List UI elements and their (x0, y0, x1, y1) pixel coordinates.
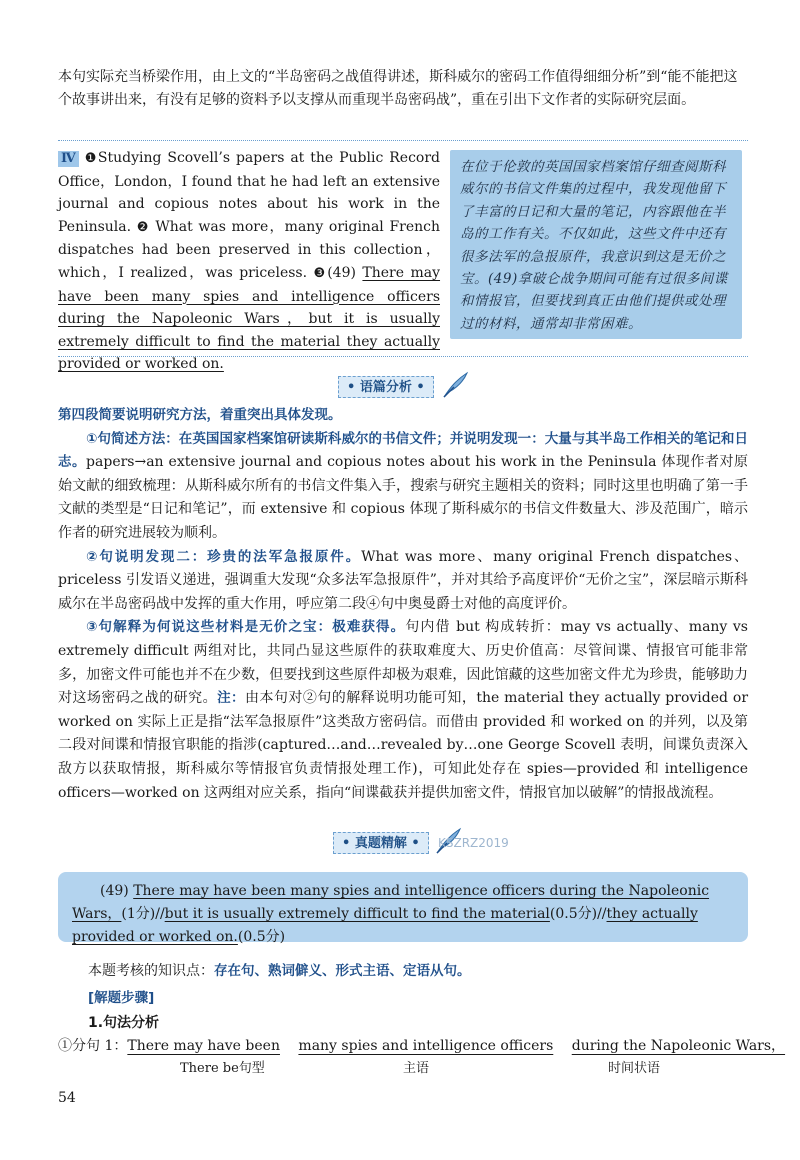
section-title-discourse: • 语篇分析 • (338, 376, 434, 398)
analysis-point-1-body: papers→an extensive journal and copious notes about his work in the Peninsula 体现作者对原始文献的细致梳理：从斯科威尔所有的书信文件集入手，搜索与研究主题相关的资料；同时这里也明确了第一手文献的类型是“日记和笔记”，而 extensive 和 copious 体现了斯科威尔的书信文件数量大、涉及范围广，暗示作者的研究进展较为顺利。 (58, 454, 748, 541)
quill-icon (440, 370, 470, 400)
knowledge-points (88, 960, 471, 982)
answer-part-3: they actually provided or worked on. (72, 906, 698, 945)
clause-segment-2: many spies and intelligence officers (298, 1038, 554, 1054)
sentence-number-3: ❸ (313, 265, 328, 281)
translation-box (450, 150, 742, 339)
answer-score-1: (1分)// (121, 906, 165, 922)
analysis-lead: 第四段简要说明研究方法，着重突出具体发现。 (58, 407, 342, 423)
sentence-number-1: ❶ (84, 151, 98, 166)
clause-segment-3: during the Napoleonic Wars， (571, 1038, 786, 1054)
note-label: 注： (217, 690, 245, 707)
intro-paragraph: 本句实际充当桥梁作用，由上文的“半岛密码之战值得讲述，斯科威尔的密码工作值得细细分析”到“能不能把这个故事讲出来，有没有足够的资料予以支撑从而重现半岛密码战”，重在引出下文作者的实际研究层面。 (58, 69, 738, 108)
steps-label: [解题步骤] (88, 990, 155, 1006)
sentence-1: Studying Scovell’s papers at the Public Record Office，London，I found that he had left an extensive journal and copious notes about his work in the Peninsula. (58, 150, 441, 235)
analysis-point-1-title: ①句简述方法：在英国国家档案馆研读斯科威尔的书信文件；并说明发现一：大量与其半岛工作相关的笔记和日志。 (58, 430, 748, 471)
dotted-divider (58, 140, 748, 141)
syntax-analysis-title: 1.句法分析 (88, 1015, 160, 1031)
knowledge-points-list: 存在句、熟词僻义、形式主语、定语从句。 (214, 963, 471, 979)
note-body: 由本句对②句的解释说明功能可知，the material they actually provided or worked on 实际上正是指“法军急报原件”这类敌方密码信。而借由 provided 和 worked on 的并列，以及第二段对间谍和情报官职能的指涉(captured…and…revealed by…one George Scovell 表明，间谍负责深入敌方以获取情报，斯科威尔等情报官负责情报处理工作)，可知此处存在 spies—provided 和 intelligence officers—worked on 这两组对应关系，指向“间谍截获并提供加密文件，情报官加以破解”的情报战流程。 (58, 690, 749, 801)
analysis-point-2-title: ②句说明发现二：珍贵的法军急报原件。 (86, 548, 362, 565)
clause-label-3: 时间状语 (608, 1061, 661, 1076)
answer-box (58, 872, 748, 945)
passage-paragraph (58, 147, 440, 376)
paragraph-roman-badge: Ⅳ (58, 151, 79, 167)
analysis-point-2-body: What was more、many original French dispatches、priceless 引发语义递进，强调重大发现“众多法军急报原件”，并对其给予高度评价“无价之宝”，深层暗示斯科威尔在半岛密码战中发挥的重大作用，呼应第二段④句中奥曼爵士对他的高度评价。 (58, 548, 748, 612)
clause-label-1: There be句型 (180, 1061, 265, 1076)
clause-segment-1: There may have been (127, 1038, 280, 1054)
answer-score-2: (0.5分)// (549, 906, 607, 922)
page-number: 54 (58, 1090, 76, 1106)
watermark-text: KSZRZ2019 (438, 836, 509, 850)
answer-label: (49) (100, 883, 129, 899)
answer-part-1: There may have been many spies and intelligence officers during the Napoleonic Wars， (72, 883, 710, 922)
question-label: (49) (327, 264, 356, 281)
sentence-number-2: ❷ (136, 219, 150, 235)
clause-prefix: ①分句 1： (58, 1038, 128, 1054)
knowledge-points-label: 本题考核的知识点： (88, 963, 214, 979)
dotted-divider (58, 356, 748, 357)
discourse-analysis (58, 404, 748, 805)
clause-1-line (58, 1036, 785, 1056)
answer-score-3: (0.5分) (237, 929, 286, 945)
translation-text: 在位于伦敦的英国国家档案馆仔细查阅斯科威尔的书信文件集的过程中，我发现他留下了丰富的日记和大量的笔记，内容跟他在半岛的工作有关。不仅如此，这些文件中还有很多法军的急报原件，我意识到这是无价之宝。(49)拿破仑战争期间可能有过很多间谍和情报官，但要找到真正由他们提供或处理过的材料，通常却非常困难。 (460, 159, 728, 332)
section-title-answer: • 真题精解 • (333, 832, 429, 854)
analysis-point-3-body: 句内借 but 构成转折：may vs actually、many vs extremely difficult 两组对比，共同凸显这些原件的获取难度大、历史价值高：尽管间谍、情报官可能非常多，加密文件可能也并不在少数，但要找到这些原件却极为艰难，因此馆藏的这些加密文件尤为珍贵，能够助力对这场密码之战的研究。 (58, 619, 748, 707)
analysis-point-3-title: ③句解释为何说这些材料是无价之宝：极难获得。 (86, 619, 406, 636)
answer-part-2: but it is usually extremely difficult to find the material (164, 906, 550, 922)
clause-label-2: 主语 (403, 1061, 430, 1076)
sentence-3-underlined: There may have been many spies and intelligence officers during the Napoleonic Wars，but it is usually extremely difficult to find the material they actually provided or worked on. (58, 264, 441, 373)
sentence-2: What was more，many original French dispatches had been preserved in this collection，which，I realized，was priceless. (58, 218, 441, 281)
